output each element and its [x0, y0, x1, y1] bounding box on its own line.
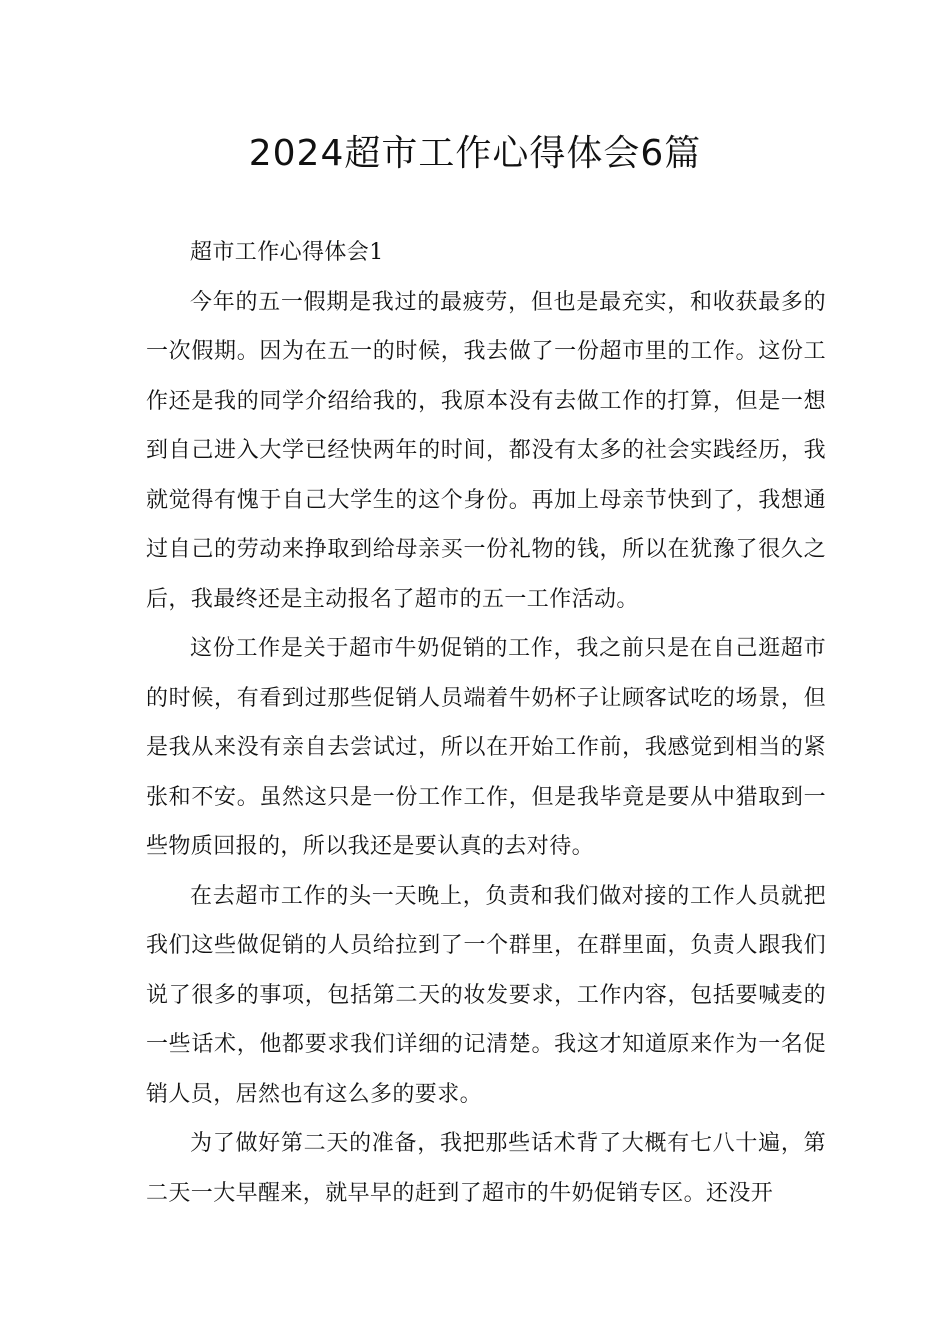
- paragraph-2: 这份工作是关于超市牛奶促销的工作，我之前只是在自己逛超市的时候，有看到过那些促销人员端着牛奶杯子让顾客试吃的场景，但是我从来没有亲自去尝试过，所以在开始工作前，我感觉到相当的紧张和不安。虽然这只是一份工作工作，但是我毕竟是要从中猎取到一些物质回报的，所以我还是要认真的去对待。: [146, 636, 826, 859]
- document-body: [146, 228, 826, 1218]
- paragraph-3: 在去超市工作的头一天晚上，负责和我们做对接的工作人员就把我们这些做促销的人员给拉到了一个群里，在群里面，负责人跟我们说了很多的事项，包括第二天的妆发要求，工作内容，包括要喊麦的一些话术，他都要求我们详细的记清楚。我这才知道原来作为一名促销人员，居然也有这么多的要求。: [146, 883, 826, 1107]
- paragraph-4: 为了做好第二天的准备，我把那些话术背了大概有七八十遍，第二天一大早醒来，就早早的赶到了超市的牛奶促销专区。还没开: [146, 1131, 826, 1206]
- document-title: 2024超市工作心得体会6篇: [248, 133, 702, 174]
- paragraph-1: 今年的五一假期是我过的最疲劳，但也是最充实，和收获最多的一次假期。因为在五一的时候，我去做了一份超市里的工作。这份工作还是我的同学介绍给我的，我原本没有去做工作的打算，但是一想到自己进入大学已经快两年的时间，都没有太多的社会实践经历，我就觉得有愧于自己大学生的这个身份。再加上母亲节快到了，我想通过自己的劳动来挣取到给母亲买一份礼物的钱，所以在犹豫了很久之后，我最终还是主动报名了超市的五一工作活动。: [146, 289, 826, 612]
- section-heading: 超市工作心得体会1: [190, 240, 384, 265]
